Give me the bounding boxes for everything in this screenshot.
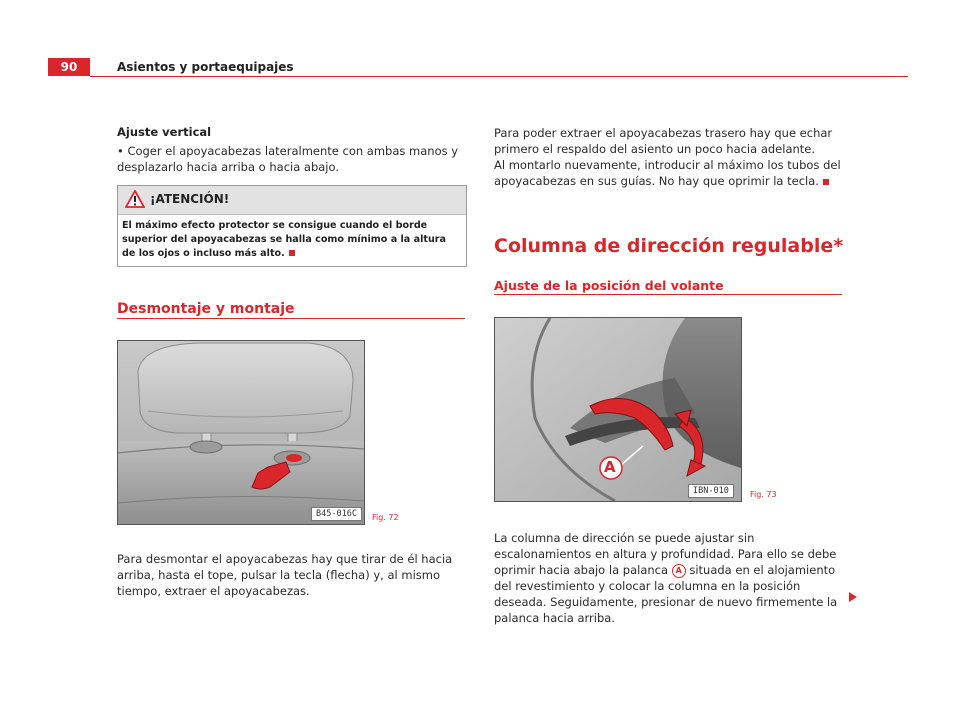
right-paragraph-3 (494, 530, 846, 626)
right-paragraph-2-text: Al montarlo nuevamente, introducir al máximo los tubos del apoyacabezas en sus guías. No hay que oprimir la tecla. (494, 158, 841, 188)
right-paragraph-1: Para poder extraer el apoyacabezas trasero hay que echar primero el respaldo del asiento un poco hacia adelante. (494, 126, 833, 156)
subsection-rule (117, 318, 465, 319)
chapter-title: Columna de dirección regulable* (494, 235, 844, 257)
warning-triangle-icon (125, 190, 145, 208)
warning-box (117, 185, 467, 267)
steering-lever-illustration (495, 318, 741, 501)
section-heading-ajuste-vertical: Ajuste vertical (117, 125, 212, 139)
figure-code-b45: B45-016C (311, 507, 362, 521)
headrest-illustration (118, 341, 364, 524)
header-rule (90, 76, 908, 77)
figure-steering-lever (494, 317, 742, 502)
warning-body-text: El máximo efecto protector se consigue cuando el borde superior del apoyacabezas se halla como mínimo a la altura de los ojos o incluso más alto. (122, 220, 446, 259)
end-of-section-marker (823, 179, 829, 185)
end-of-section-marker (289, 250, 295, 256)
subsection-rule-right (494, 294, 842, 295)
left-paragraph-desmontar: Para desmontar el apoyacabezas hay que tirar de él hacia arriba, hasta el tope, pulsar la tecla (flecha) y, al mismo tiempo, extraer el apoyacabezas. (117, 552, 453, 598)
figure-headrest (117, 340, 365, 525)
lever-label-a: A (604, 458, 616, 476)
warning-body (122, 219, 462, 261)
lever-reference-marker: A (672, 564, 686, 578)
warning-title: ¡ATENCIÓN! (150, 192, 230, 206)
right-paragraph-3-part2: situada en el alojamiento del revestimiento y colocar la columna en la posición deseada. Seguidamente, presionar de nuevo firmemente la palanca hacia arriba. (494, 563, 838, 625)
figure-code-ibn: IBN-010 (688, 484, 734, 498)
subsection-title-desmontaje: Desmontaje y montaje (117, 301, 295, 317)
continue-arrow-icon (849, 592, 857, 602)
running-header-title: Asientos y portaequipajes (117, 60, 294, 74)
page-number: 90 (48, 58, 90, 76)
figure-caption-73: Fig. 73 (750, 490, 777, 499)
figure-caption-72: Fig. 72 (372, 513, 399, 522)
bullet-paragraph: • Coger el apoyacabezas lateralmente con ambas manos y desplazarlo hacia arriba o hacia abajo. (117, 144, 459, 174)
subsection-title-volante: Ajuste de la posición del volante (494, 278, 724, 293)
warning-header (118, 186, 466, 215)
right-paragraph-2 (494, 157, 844, 189)
right-paragraph-3-part1: La columna de dirección se puede ajustar sin escalonamientos en altura y profundidad. Para ello se debe oprimir hacia abajo la palanca (494, 531, 837, 577)
